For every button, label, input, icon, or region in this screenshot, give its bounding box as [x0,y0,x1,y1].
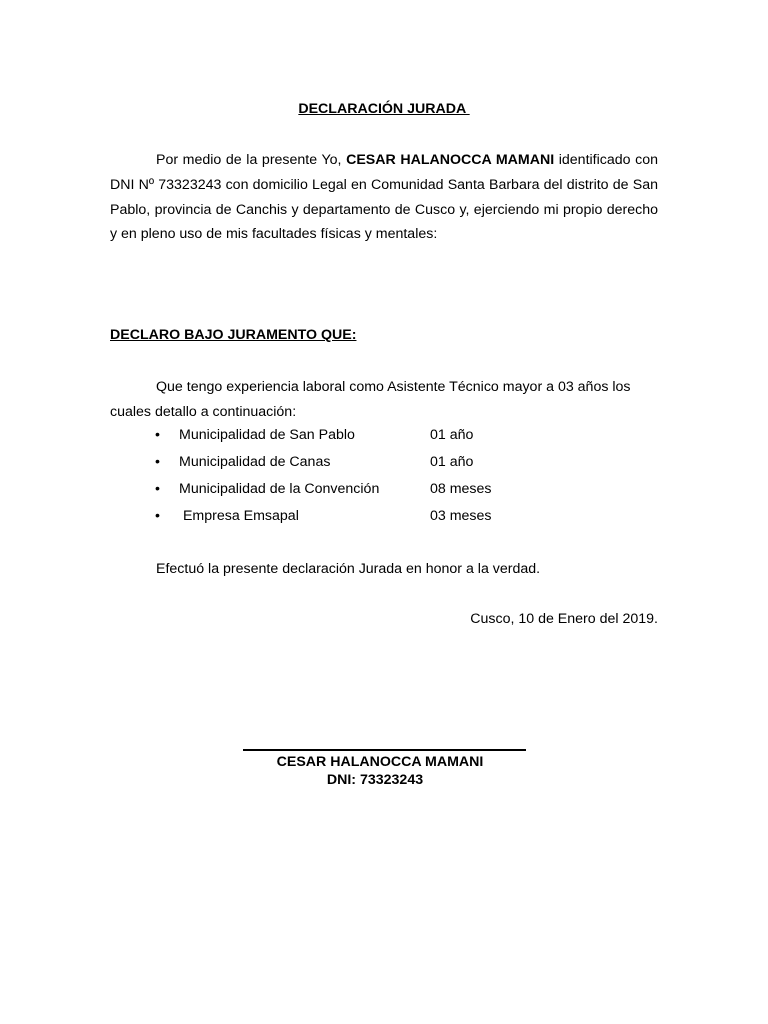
bullet-icon: • [155,481,160,497]
experience-text: Que tengo experiencia laboral como Asistente Técnico mayor a 03 años los cuales detallo a continuación: [110,379,631,420]
bullet-icon: • [155,427,160,443]
list-item [0,454,768,474]
document-title: DECLARACIÓN JURADA [298,101,470,117]
experience-duration: 01 año [430,427,474,443]
experience-duration: 03 meses [430,508,492,524]
intro-prefix: Por medio de la presente Yo, [156,152,347,168]
experience-entity: Empresa Emsapal [179,508,299,524]
experience-duration: 01 año [430,454,474,470]
intro-rest: identificado con DNI Nº 73323243 con domicilio Legal en Comunidad Santa Barbara del distrito de San Pablo, provincia de Canchis y departamento de Cusco y, ejerciendo mi propio derecho y en pleno uso de mis facultades físicas y mentales: [110,152,658,243]
signatory-dni: DNI: 73323243 [326,772,424,788]
experience-entity: Municipalidad de la Convención [179,481,380,497]
bullet-icon: • [155,454,160,470]
list-item [0,427,768,447]
section-heading: DECLARO BAJO JURAMENTO QUE: [110,327,357,343]
experience-paragraph [110,375,658,425]
signatory-name: CESAR HALANOCCA MAMANI [276,754,484,770]
closing-statement: Efectuó la presente declaración Jurada en honor a la verdad. [156,561,541,577]
experience-entity: Municipalidad de Canas [179,454,331,470]
declarant-name: CESAR HALANOCCA MAMANI [346,152,555,168]
place-date: Cusco, 10 de Enero del 2019. [470,611,658,627]
experience-duration: 08 meses [430,481,492,497]
signature-line [243,749,526,751]
list-item [0,481,768,501]
intro-paragraph [110,148,658,247]
list-item [0,508,768,528]
bullet-icon: • [155,508,160,524]
experience-entity: Municipalidad de San Pablo [179,427,355,443]
